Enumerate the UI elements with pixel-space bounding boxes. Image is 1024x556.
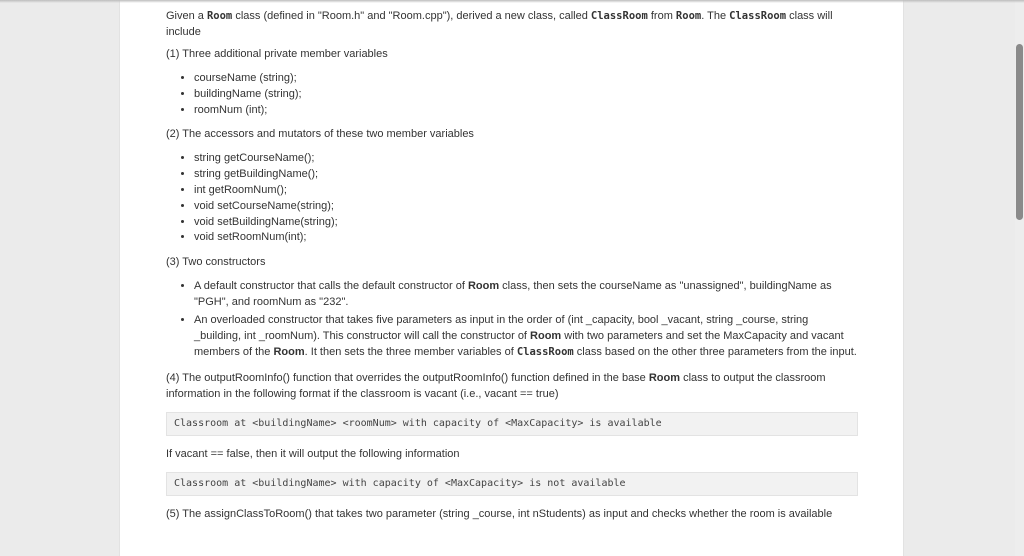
inline-code-classroom: ClassRoom bbox=[590, 10, 648, 22]
list-item: • void setBuildingName(string); bbox=[194, 215, 858, 231]
list-item: • int getRoomNum(); bbox=[194, 183, 858, 199]
list-item-text: An overloaded constructor that takes five parameters as input in the order of (int _capacity, bool _vacant, string _course, string _building, int _roomNum). This constructor will call the constructor of bbox=[194, 314, 809, 342]
list-item-text: class based on the other three parameters from the input. bbox=[573, 345, 857, 358]
top-shadow bbox=[0, 0, 1024, 3]
section-4-text: (4) The outputRoomInfo() function that overrides the outputRoomInfo() function defined in the base bbox=[166, 372, 649, 385]
section-3-heading: (3) Two constructors bbox=[166, 256, 266, 269]
code-block-available: Classroom at <buildingName> <roomNum> with capacity of <MaxCapacity> is available bbox=[166, 412, 858, 436]
inline-code-room: Room bbox=[206, 10, 233, 22]
bold-term-room: Room bbox=[467, 280, 500, 293]
inline-code-room: Room bbox=[675, 10, 702, 22]
section-2-heading: (2) The accessors and mutators of these two member variables bbox=[166, 128, 474, 141]
inline-code-classroom: ClassRoom bbox=[729, 10, 787, 22]
list-item-text: . It then sets the three member variables of bbox=[304, 345, 517, 358]
list-item: • buildingName (string); bbox=[194, 87, 858, 103]
list-item: • courseName (string); bbox=[194, 71, 858, 87]
list-item bbox=[194, 313, 858, 360]
list-item-text: class, then sets the courseName as "unassigned", buildingName as "PGH", and roomNum as "232". bbox=[194, 280, 832, 308]
list-item: • void setRoomNum(int); bbox=[194, 230, 858, 246]
section-1-list bbox=[166, 71, 858, 118]
list-item-text: A default constructor that calls the default constructor of bbox=[194, 280, 468, 293]
list-item: • void setCourseName(string); bbox=[194, 199, 858, 215]
vacant-false-text: If vacant == false, then it will output the following information bbox=[166, 448, 460, 461]
list-item bbox=[194, 279, 858, 310]
scrollbar-thumb[interactable] bbox=[1016, 44, 1023, 220]
section-1-heading: (1) Three additional private member variables bbox=[166, 48, 388, 60]
intro-text: class (defined in "Room.h" and "Room.cpp"), derived a new class, called bbox=[232, 10, 591, 22]
code-block-not-available: Classroom at <buildingName> with capacity of <MaxCapacity> is not available bbox=[166, 472, 858, 496]
bold-term-room: Room bbox=[273, 345, 305, 358]
section-3-list bbox=[166, 279, 858, 360]
section-4-paragraph bbox=[166, 370, 858, 402]
list-item: • string getBuildingName(); bbox=[194, 167, 858, 183]
document-page bbox=[119, 0, 904, 556]
assignment-content bbox=[166, 8, 858, 522]
intro-text: Given a bbox=[166, 10, 207, 22]
bold-term-room: Room bbox=[530, 329, 562, 342]
list-item: • string getCourseName(); bbox=[194, 151, 858, 167]
intro-text: class will include bbox=[166, 10, 833, 38]
list-item: • roomNum (int); bbox=[194, 103, 858, 119]
section-2-list bbox=[166, 151, 858, 246]
bold-term-room: Room bbox=[648, 372, 681, 385]
intro-text: . The bbox=[701, 10, 730, 22]
section-4-text: class to output the classroom information in the following format if the classroom is vacant (i.e., vacant == true) bbox=[166, 372, 826, 401]
intro-paragraph bbox=[166, 8, 858, 40]
section-5-paragraph: (5) The assignClassToRoom() that takes two parameter (string _course, int nStudents) as input and checks whether the room is available bbox=[166, 508, 833, 521]
vertical-scrollbar[interactable] bbox=[1015, 0, 1024, 556]
inline-code-classroom: ClassRoom bbox=[516, 345, 574, 358]
intro-text: from bbox=[647, 10, 676, 22]
list-item-text: with two parameters and set the MaxCapacity and vacant members of the bbox=[194, 329, 844, 358]
